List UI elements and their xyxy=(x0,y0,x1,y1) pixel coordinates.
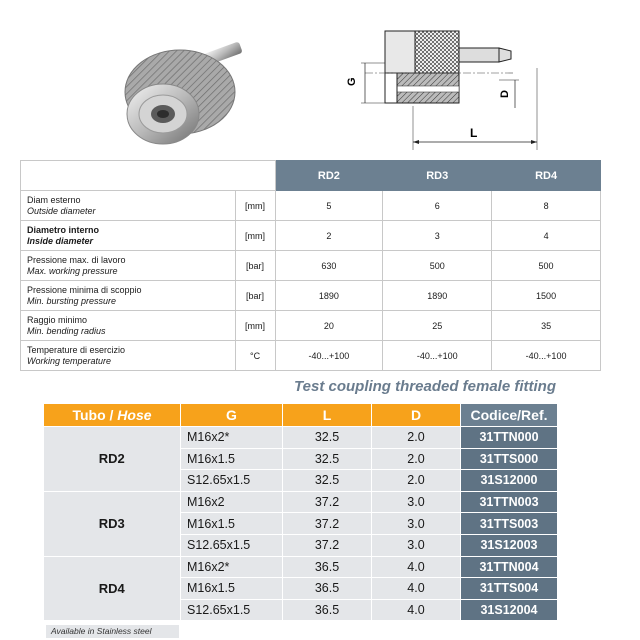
spec-row xyxy=(21,341,601,371)
length-cell: 37.2 xyxy=(283,534,372,556)
diameter-cell: 3.0 xyxy=(372,534,461,556)
length-cell: 32.5 xyxy=(283,470,372,492)
label-en: Min. bending radius xyxy=(27,325,106,336)
label-it: Diam esterno xyxy=(27,194,81,205)
hose-header-en: Hose xyxy=(117,407,152,423)
hose-group-label: RD4 xyxy=(44,556,181,621)
ref-code-cell: 31TTN000 xyxy=(461,427,558,449)
label-en: Min. bursting pressure xyxy=(27,295,117,306)
label-it: Diametro interno xyxy=(27,224,100,235)
thread-cell: M16x1.5 xyxy=(181,448,283,470)
spec-value: 500 xyxy=(492,251,601,281)
thread-cell: S12.65x1.5 xyxy=(181,534,283,556)
technical-drawing xyxy=(345,18,545,150)
spec-value: 25 xyxy=(383,311,492,341)
spec-table xyxy=(20,160,601,371)
label-it: Pressione minima di scoppio xyxy=(27,284,142,295)
label-en: Working temperature xyxy=(27,355,112,366)
label-it: Pressione max. di lavoro xyxy=(27,254,126,265)
hose-table xyxy=(43,403,558,621)
label-en: Inside diameter xyxy=(27,235,94,246)
ref-code-cell: 31TTS003 xyxy=(461,513,558,535)
dim-d-label: D xyxy=(499,90,511,98)
section-title: Test coupling threaded female fitting xyxy=(294,378,556,395)
length-cell: 36.5 xyxy=(283,556,372,578)
spec-value: 6 xyxy=(383,191,492,221)
spec-header-row xyxy=(21,161,601,191)
ref-code-cell: 31TTS000 xyxy=(461,448,558,470)
spec-row-label xyxy=(21,191,236,221)
diameter-cell: 4.0 xyxy=(372,556,461,578)
spec-unit: [bar] xyxy=(235,281,275,311)
ref-code-cell: 31TTN003 xyxy=(461,491,558,513)
ref-code-cell: 31S12000 xyxy=(461,470,558,492)
label-en: Outside diameter xyxy=(27,205,96,216)
spec-value: 1500 xyxy=(492,281,601,311)
spec-value: 2 xyxy=(275,221,383,251)
length-cell: 36.5 xyxy=(283,599,372,621)
spec-value: 1890 xyxy=(275,281,383,311)
spec-row-label xyxy=(21,341,236,371)
spec-value: 500 xyxy=(383,251,492,281)
spec-unit: °C xyxy=(235,341,275,371)
spec-col-rd3: RD3 xyxy=(383,161,492,191)
spec-value: 35 xyxy=(492,311,601,341)
spec-row xyxy=(21,311,601,341)
table-row xyxy=(44,427,558,449)
ref-code-cell: 31S12004 xyxy=(461,599,558,621)
spec-col-rd4: RD4 xyxy=(492,161,601,191)
thread-cell: M16x2* xyxy=(181,427,283,449)
length-cell: 37.2 xyxy=(283,491,372,513)
spec-row xyxy=(21,251,601,281)
spec-value: 4 xyxy=(492,221,601,251)
label-en: Max. working pressure xyxy=(27,265,118,276)
spec-unit: [mm] xyxy=(235,311,275,341)
col-d-header: D xyxy=(372,404,461,427)
spec-corner xyxy=(21,161,276,191)
thread-cell: M16x1.5 xyxy=(181,513,283,535)
spec-value: 630 xyxy=(275,251,383,281)
thread-cell: M16x2 xyxy=(181,491,283,513)
spec-value: 1890 xyxy=(383,281,492,311)
spec-value: -40...+100 xyxy=(492,341,601,371)
length-cell: 32.5 xyxy=(283,427,372,449)
spec-value: -40...+100 xyxy=(275,341,383,371)
dim-g-label: G xyxy=(346,77,358,86)
diameter-cell: 3.0 xyxy=(372,491,461,513)
hose-header-row xyxy=(44,404,558,427)
spec-value: 20 xyxy=(275,311,383,341)
col-g-header: G xyxy=(181,404,283,427)
spec-unit: [mm] xyxy=(235,191,275,221)
spec-col-rd2: RD2 xyxy=(275,161,383,191)
col-l-header: L xyxy=(283,404,372,427)
spec-row xyxy=(21,281,601,311)
ref-code-cell: 31TTS004 xyxy=(461,578,558,600)
table-row xyxy=(44,556,558,578)
spec-row-label xyxy=(21,251,236,281)
dim-l-label: L xyxy=(470,126,478,140)
hose-group-label: RD2 xyxy=(44,427,181,492)
thread-cell: M16x2* xyxy=(181,556,283,578)
hose-header-it: Tubo / xyxy=(72,407,118,423)
spec-unit: [mm] xyxy=(235,221,275,251)
product-photo xyxy=(105,30,265,160)
spec-value: -40...+100 xyxy=(383,341,492,371)
diameter-cell: 3.0 xyxy=(372,513,461,535)
spec-row-label xyxy=(21,311,236,341)
spec-value: 8 xyxy=(492,191,601,221)
diameter-cell: 4.0 xyxy=(372,599,461,621)
footnote: Available in Stainless steel xyxy=(46,625,179,638)
spec-row xyxy=(21,221,601,251)
spec-value: 5 xyxy=(275,191,383,221)
spec-value: 3 xyxy=(383,221,492,251)
label-it: Raggio minimo xyxy=(27,314,88,325)
spec-row-label xyxy=(21,221,236,251)
spec-row xyxy=(21,191,601,221)
ref-code-cell: 31S12003 xyxy=(461,534,558,556)
table-row xyxy=(44,491,558,513)
thread-cell: M16x1.5 xyxy=(181,578,283,600)
diameter-cell: 2.0 xyxy=(372,448,461,470)
length-cell: 37.2 xyxy=(283,513,372,535)
diameter-cell: 2.0 xyxy=(372,470,461,492)
length-cell: 32.5 xyxy=(283,448,372,470)
length-cell: 36.5 xyxy=(283,578,372,600)
ref-code-cell: 31TTN004 xyxy=(461,556,558,578)
diameter-cell: 4.0 xyxy=(372,578,461,600)
spec-row-label xyxy=(21,281,236,311)
spec-unit: [bar] xyxy=(235,251,275,281)
col-hose-header xyxy=(44,404,181,427)
thread-cell: S12.65x1.5 xyxy=(181,470,283,492)
col-ref-header: Codice/Ref. xyxy=(461,404,558,427)
hose-group-label: RD3 xyxy=(44,491,181,556)
thread-cell: S12.65x1.5 xyxy=(181,599,283,621)
label-it: Temperature di esercizio xyxy=(27,344,126,355)
diameter-cell: 2.0 xyxy=(372,427,461,449)
